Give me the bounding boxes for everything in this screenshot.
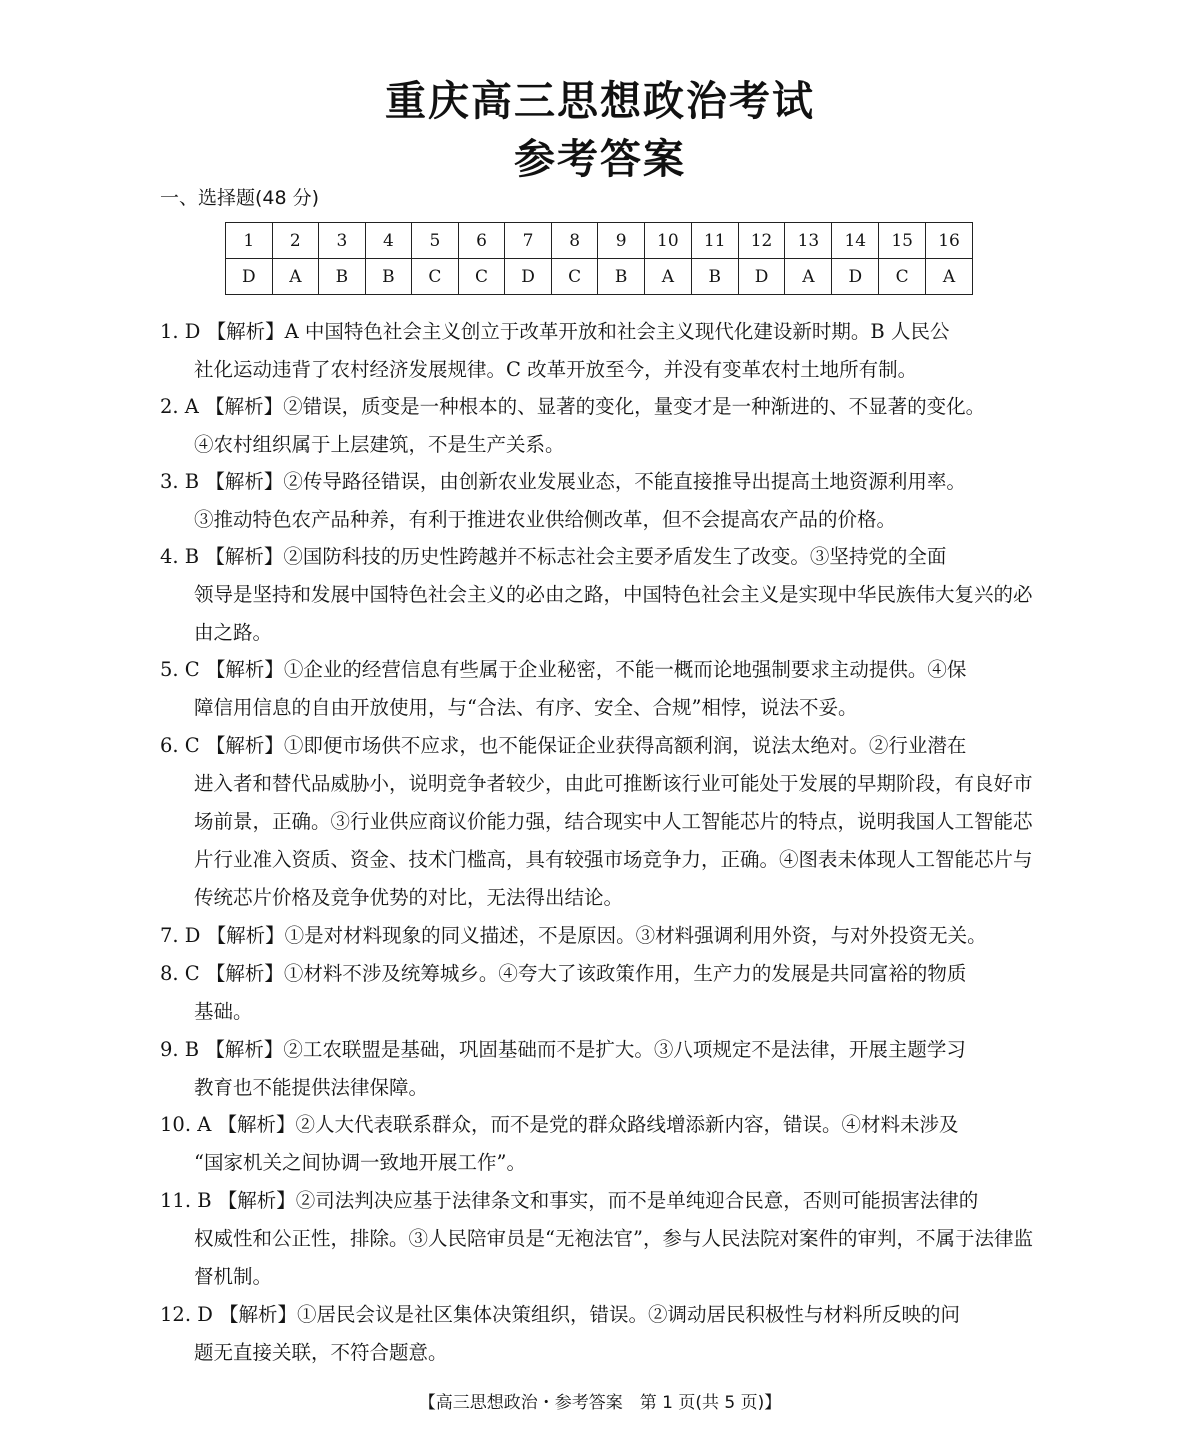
answer-item <box>160 727 1045 917</box>
question-number-cell: 5 <box>412 223 459 259</box>
answer-item <box>160 1182 1045 1296</box>
question-number-cell: 1 <box>226 223 273 259</box>
answer-item-continuation: 权威性和公正性，排除。③人民陪审员是“无袍法官”，参与人民法院对案件的审判，不属于法律监督机制。 <box>194 1227 1033 1288</box>
answer-item <box>160 538 1045 652</box>
question-number-cell: 10 <box>644 223 691 259</box>
answer-letter-cell: C <box>412 259 459 295</box>
answer-table-answers-row <box>226 259 973 295</box>
answer-item <box>160 651 1045 727</box>
answer-letter-cell: B <box>365 259 412 295</box>
answer-item-continuation: 基础。 <box>194 1000 253 1023</box>
answer-item <box>160 917 1045 955</box>
answer-item <box>160 463 1045 539</box>
question-number-cell: 7 <box>505 223 552 259</box>
answer-letter-cell: B <box>319 259 366 295</box>
answer-letter-cell: C <box>879 259 926 295</box>
question-number-cell: 12 <box>738 223 785 259</box>
answer-item-continuation: 领导是坚持和发展中国特色社会主义的必由之路，中国特色社会主义是实现中华民族伟大复兴的必由之路。 <box>194 583 1033 644</box>
answer-item-first-line: 5. C 【解析】①企业的经营信息有些属于企业秘密，不能一概而论地强制要求主动提供。④保 <box>160 658 967 681</box>
question-number-cell: 15 <box>879 223 926 259</box>
answer-item-continuation: 进入者和替代品威胁小，说明竞争者较少，由此可推断该行业可能处于发展的早期阶段，有良好市场前景，正确。③行业供应商议价能力强，结合现实中人工智能芯片的特点，说明我国人工智能芯片行业准入资质、资金、技术门槛高，具有较强市场竞争力，正确。④图表未体现人工智能芯片与传统芯片价格及竞争优势的对比，无法得出结论。 <box>194 772 1033 909</box>
answer-letter-cell: B <box>691 259 738 295</box>
page-subtitle: 参考答案 <box>514 135 686 183</box>
answer-item <box>160 388 1045 464</box>
answer-item-continuation: ④农村组织属于上层建筑，不是生产关系。 <box>194 433 565 456</box>
answer-letter-cell: B <box>598 259 645 295</box>
answer-item-first-line: 3. B 【解析】②传导路径错误，由创新农业发展业态，不能直接推导出提高土地资源利用率。 <box>160 470 966 493</box>
question-number-cell: 14 <box>832 223 879 259</box>
answer-table <box>225 222 973 295</box>
page-footer: 【高三思想政治・参考答案 第 1 页(共 5 页)】 <box>418 1393 782 1413</box>
answer-letter-cell: A <box>272 259 319 295</box>
answer-letter-cell: A <box>926 259 973 295</box>
question-number-cell: 13 <box>785 223 832 259</box>
answer-item <box>160 313 1045 389</box>
answer-letter-cell: A <box>785 259 832 295</box>
answer-letter-cell: A <box>644 259 691 295</box>
answer-item-continuation: 教育也不能提供法律保障。 <box>194 1076 429 1099</box>
answer-item-first-line: 10. A 【解析】②人大代表联系群众，而不是党的群众路线增添新内容，错误。④材料未涉及 <box>160 1113 959 1136</box>
answer-item-first-line: 11. B 【解析】②司法判决应基于法律条文和事实，而不是单纯迎合民意，否则可能损害法律的 <box>160 1189 979 1212</box>
answer-item <box>160 955 1045 1031</box>
answer-item-first-line: 9. B 【解析】②工农联盟是基础，巩固基础而不是扩大。③八项规定不是法律，开展主题学习 <box>160 1038 966 1061</box>
question-number-cell: 9 <box>598 223 645 259</box>
answer-item-first-line: 12. D 【解析】①居民会议是社区集体决策组织，错误。②调动居民积极性与材料所反映的问 <box>160 1303 961 1326</box>
answer-item-first-line: 4. B 【解析】②国防科技的历史性跨越并不标志社会主要矛盾发生了改变。③坚持党的全面 <box>160 545 947 568</box>
question-number-cell: 16 <box>926 223 973 259</box>
answer-item-continuation: “国家机关之间协调一致地开展工作”。 <box>194 1151 526 1174</box>
question-number-cell: 8 <box>551 223 598 259</box>
question-number-cell: 4 <box>365 223 412 259</box>
answer-table-numbers-row <box>226 223 973 259</box>
question-number-cell: 2 <box>272 223 319 259</box>
answer-letter-cell: C <box>458 259 505 295</box>
question-number-cell: 6 <box>458 223 505 259</box>
answer-item-first-line: 1. D 【解析】A 中国特色社会主义创立于改革开放和社会主义现代化建设新时期。B 人民公 <box>160 320 950 343</box>
page-title: 重庆高三思想政治考试 <box>385 77 815 125</box>
answer-item <box>160 1031 1045 1107</box>
answer-letter-cell: D <box>832 259 879 295</box>
answer-letter-cell: C <box>551 259 598 295</box>
answer-letter-cell: D <box>505 259 552 295</box>
answer-item-first-line: 7. D 【解析】①是对材料现象的同义描述，不是原因。③材料强调利用外资，与对外投资无关。 <box>160 924 987 947</box>
section-heading: 一、选择题(48 分) <box>160 187 320 209</box>
answer-item-continuation: 社化运动违背了农村经济发展规律。C 改革开放至今，并没有变革农村土地所有制。 <box>194 358 918 381</box>
answer-item-continuation: 题无直接关联，不符合题意。 <box>194 1341 448 1364</box>
answer-item-first-line: 6. C 【解析】①即便市场供不应求，也不能保证企业获得高额利润，说法太绝对。②行业潜在 <box>160 734 967 757</box>
answer-item-continuation: 障信用信息的自由开放使用，与“合法、有序、安全、合规”相悖，说法不妥。 <box>194 696 858 719</box>
answer-item-continuation: ③推动特色农产品种养，有利于推进农业供给侧改革，但不会提高农产品的价格。 <box>194 508 897 531</box>
answer-letter-cell: D <box>226 259 273 295</box>
answer-item-first-line: 2. A 【解析】②错误，质变是一种根本的、显著的变化，量变才是一种渐进的、不显著的变化。 <box>160 395 986 418</box>
answer-letter-cell: D <box>738 259 785 295</box>
answer-item <box>160 1296 1045 1372</box>
answer-item-first-line: 8. C 【解析】①材料不涉及统筹城乡。④夸大了该政策作用，生产力的发展是共同富裕的物质 <box>160 962 967 985</box>
answer-item <box>160 1106 1045 1182</box>
question-number-cell: 11 <box>691 223 738 259</box>
question-number-cell: 3 <box>319 223 366 259</box>
